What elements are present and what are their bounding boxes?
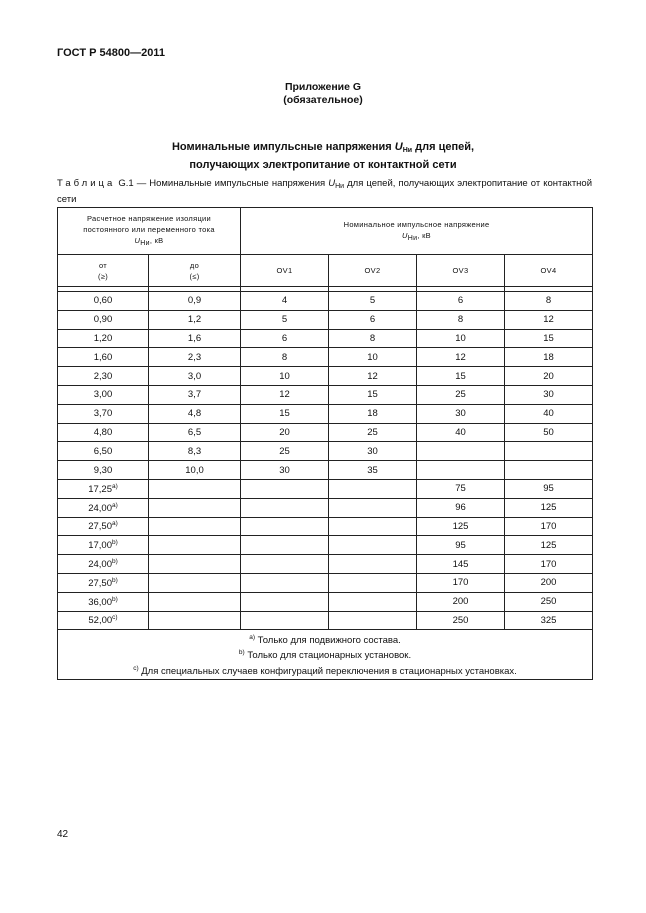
from-value-cell: 0,60 [58, 292, 149, 311]
to-value-cell: 2,3 [149, 348, 241, 367]
footnote-ref: а) [112, 482, 118, 490]
from-header: от (≥) [58, 255, 149, 287]
footnote-ref: c) [112, 614, 118, 622]
ov2-value-cell [329, 536, 417, 555]
ov4-value-cell: 15 [505, 329, 593, 348]
from-value-cell: 9,30 [58, 461, 149, 480]
ov3-value-cell: 125 [417, 517, 505, 536]
ov1-value-cell: 8 [241, 348, 329, 367]
ov3-value-cell [417, 442, 505, 461]
ov3-value-cell: 145 [417, 555, 505, 574]
ov3-value-cell: 95 [417, 536, 505, 555]
ov1-value-cell [241, 479, 329, 498]
ov2-value-cell: 15 [329, 385, 417, 404]
to-value-cell [149, 555, 241, 574]
ov3-value-cell: 250 [417, 611, 505, 630]
ov1-header: OV1 [241, 255, 329, 287]
table-row [58, 498, 593, 517]
from-value-cell: 3,00 [58, 385, 149, 404]
ov2-value-cell [329, 573, 417, 592]
main-title-line1: Номинальные импульсные напряжения $U_{Ни}$ для цепей, [171, 141, 475, 154]
ov4-value-cell: 200 [505, 573, 593, 592]
to-value-cell: 6,5 [149, 423, 241, 442]
appendix-heading [0, 81, 646, 107]
to-header: до (≤) [149, 255, 241, 287]
ov3-value-cell: 10 [417, 329, 505, 348]
ov4-value-cell: 125 [505, 536, 593, 555]
ov4-value-cell: 250 [505, 592, 593, 611]
ov1-value-cell: 25 [241, 442, 329, 461]
ov2-value-cell: 18 [329, 404, 417, 423]
ov2-value-cell: 8 [329, 329, 417, 348]
footnote-ref: а) [112, 501, 118, 509]
ov3-value-cell [417, 461, 505, 480]
table-row [58, 329, 593, 348]
from-value-cell: 27,50$^{b)}$ [58, 573, 149, 592]
ov3-value-cell: 200 [417, 592, 505, 611]
ov2-value-cell [329, 498, 417, 517]
ov4-value-cell: 95 [505, 479, 593, 498]
ov4-value-cell: 20 [505, 367, 593, 386]
ov1-value-cell: 15 [241, 404, 329, 423]
from-value-cell: 1,60 [58, 348, 149, 367]
to-value-cell: 3,7 [149, 385, 241, 404]
ov4-value-cell: 12 [505, 310, 593, 329]
document-code: ГОСТ Р 54800—2011 [57, 47, 165, 59]
ov4-value-cell: 125 [505, 498, 593, 517]
appendix-title: Приложение G [284, 81, 362, 93]
ov4-value-cell: 40 [505, 404, 593, 423]
to-value-cell: 4,8 [149, 404, 241, 423]
ov1-value-cell [241, 592, 329, 611]
ov1-value-cell [241, 517, 329, 536]
ov2-value-cell: 30 [329, 442, 417, 461]
footnote: $^{c)}$ Для специальных случаев конфигураций переключения в стационарных установках. [133, 664, 517, 677]
ov2-value-cell [329, 555, 417, 574]
table-row [58, 442, 593, 461]
table-row [58, 517, 593, 536]
ov1-value-cell: 5 [241, 310, 329, 329]
ov1-value-cell: 10 [241, 367, 329, 386]
ov1-value-cell [241, 555, 329, 574]
ov2-header: OV2 [329, 255, 417, 287]
table-row [58, 573, 593, 592]
impulse-voltage-header: Номинальное импульсное напряжение $U_{Ни}$, кВ [241, 208, 593, 255]
from-value-cell: 17,00$^{b)}$ [58, 536, 149, 555]
table-row [58, 292, 593, 311]
ov1-value-cell: 12 [241, 385, 329, 404]
table-row [58, 555, 593, 574]
ov2-value-cell: 25 [329, 423, 417, 442]
to-value-cell: 1,2 [149, 310, 241, 329]
to-value-cell [149, 479, 241, 498]
ov3-value-cell: 15 [417, 367, 505, 386]
ov3-value-cell: 40 [417, 423, 505, 442]
ov1-value-cell: 6 [241, 329, 329, 348]
ov2-value-cell: 10 [329, 348, 417, 367]
from-value-cell: 6,50 [58, 442, 149, 461]
to-value-cell [149, 611, 241, 630]
from-value-cell: 2,30 [58, 367, 149, 386]
ov4-value-cell: 8 [505, 292, 593, 311]
footnote: $^{b)}$ Только для стационарных установок. [238, 649, 412, 662]
table-footnotes [58, 630, 593, 680]
ov1-value-cell [241, 536, 329, 555]
ov2-value-cell [329, 592, 417, 611]
rated-voltage-header: Расчетное напряжение изоляции постоянного или переменного тока $U_{Ни}$, кВ [58, 208, 241, 255]
ov4-value-cell [505, 461, 593, 480]
to-value-cell: 3,0 [149, 367, 241, 386]
footnote-ref: b) [112, 558, 118, 566]
ov3-value-cell: 75 [417, 479, 505, 498]
table-row [58, 385, 593, 404]
from-value-cell: 0,90 [58, 310, 149, 329]
ov3-value-cell: 96 [417, 498, 505, 517]
ov2-value-cell [329, 479, 417, 498]
ov2-value-cell: 35 [329, 461, 417, 480]
ov2-value-cell [329, 517, 417, 536]
to-value-cell [149, 517, 241, 536]
to-value-cell: 1,6 [149, 329, 241, 348]
ov1-value-cell [241, 573, 329, 592]
from-value-cell: 36,00$^{b)}$ [58, 592, 149, 611]
from-value-cell: $27,50^{а)}$ [58, 517, 149, 536]
from-value-cell: 24,00$^{b)}$ [58, 555, 149, 574]
ov2-value-cell: 6 [329, 310, 417, 329]
footnote: $^{а)}$ Только для подвижного состава. [249, 633, 401, 646]
footnote-ref: b) [112, 539, 118, 547]
table-row [58, 348, 593, 367]
ov4-header: OV4 [505, 255, 593, 287]
to-value-cell: 10,0 [149, 461, 241, 480]
table-row [58, 310, 593, 329]
page-number: 42 [57, 829, 69, 840]
ov4-value-cell: 30 [505, 385, 593, 404]
table-row [58, 461, 593, 480]
ov3-value-cell: 30 [417, 404, 505, 423]
to-value-cell [149, 498, 241, 517]
table-row [58, 611, 593, 630]
ov4-value-cell: 18 [505, 348, 593, 367]
footnote-ref: b) [112, 595, 118, 603]
from-value-cell: 52,00$^{c)}$ [58, 611, 149, 630]
ov1-value-cell: 30 [241, 461, 329, 480]
ov2-value-cell: 5 [329, 292, 417, 311]
ov4-value-cell: 170 [505, 517, 593, 536]
footnote-ref: b) [112, 576, 118, 584]
ov2-value-cell [329, 611, 417, 630]
from-value-cell: 3,70 [58, 404, 149, 423]
voltage-table [57, 207, 593, 680]
to-value-cell: 0,9 [149, 292, 241, 311]
ov3-value-cell: 6 [417, 292, 505, 311]
ov3-value-cell: 8 [417, 310, 505, 329]
to-value-cell [149, 573, 241, 592]
main-title-line2: получающих электропитание от контактной сети [189, 159, 457, 171]
table-row [58, 367, 593, 386]
ov1-value-cell [241, 611, 329, 630]
appendix-status: (обязательное) [283, 94, 363, 106]
ov3-header: OV3 [417, 255, 505, 287]
to-value-cell [149, 592, 241, 611]
main-title [0, 140, 646, 172]
from-value-cell: 4,80 [58, 423, 149, 442]
ov4-value-cell: 325 [505, 611, 593, 630]
table-row [58, 479, 593, 498]
table-row [58, 404, 593, 423]
ov2-value-cell: 12 [329, 367, 417, 386]
footnote-ref: а) [112, 520, 118, 528]
to-value-cell [149, 536, 241, 555]
ov4-value-cell: 170 [505, 555, 593, 574]
ov1-value-cell: 4 [241, 292, 329, 311]
ov3-value-cell: 25 [417, 385, 505, 404]
from-value-cell: 1,20 [58, 329, 149, 348]
table-row [58, 423, 593, 442]
from-value-cell: $17,25^{а)}$ [58, 479, 149, 498]
ov1-value-cell: 20 [241, 423, 329, 442]
ov3-value-cell: 170 [417, 573, 505, 592]
ov3-value-cell: 12 [417, 348, 505, 367]
ov4-value-cell [505, 442, 593, 461]
to-value-cell: 8,3 [149, 442, 241, 461]
table-row [58, 536, 593, 555]
from-value-cell: $24,00^{а)}$ [58, 498, 149, 517]
ov4-value-cell: 50 [505, 423, 593, 442]
table-row [58, 592, 593, 611]
table-caption: Таблица G.1 — Номинальные импульсные напряжения $U_{Ни}$ для цепей, получающих электропитание от контактной сети [57, 178, 593, 205]
ov1-value-cell [241, 498, 329, 517]
